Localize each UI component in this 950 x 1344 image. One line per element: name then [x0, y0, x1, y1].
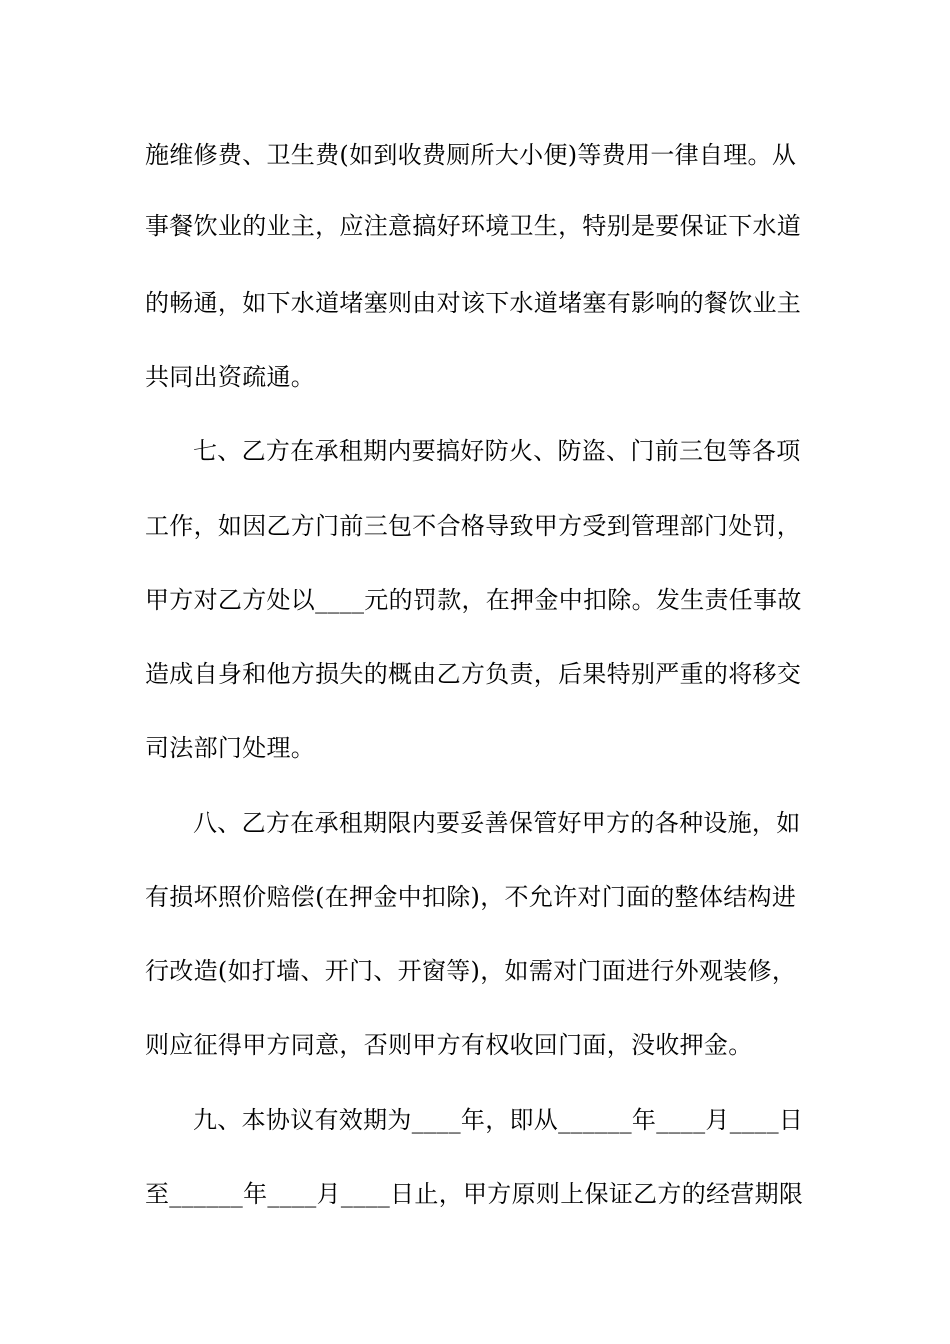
- paragraph-line: 司法部门处理。: [145, 734, 316, 762]
- paragraph-line: 造成自身和他方损失的概由乙方负责，后果特别严重的将移交: [145, 660, 802, 688]
- paragraph-line: 至______年____月____日止，甲方原则上保证乙方的经营期限: [145, 1180, 804, 1208]
- paragraph-line: 共同出资疏通。: [145, 363, 316, 391]
- paragraph-line: 事餐饮业的业主，应注意搞好环境卫生，特别是要保证下水道: [145, 212, 802, 240]
- paragraph-line: 工作，如因乙方门前三包不合格导致甲方受到管理部门处罚，: [145, 512, 802, 540]
- paragraph-line: 甲方对乙方处以____元的罚款，在押金中扣除。发生责任事故: [145, 586, 802, 614]
- clause-seven-heading-line: 七、乙方在承租期内要搞好防火、防盗、门前三包等各项: [193, 437, 801, 465]
- paragraph-line: 的畅通，如下水道堵塞则由对该下水道堵塞有影响的餐饮业主: [145, 289, 802, 317]
- paragraph-line: 施维修费、卫生费(如到收费厕所大小便)等费用一律自理。从: [145, 141, 797, 169]
- paragraph-line: 有损坏照价赔偿(在押金中扣除)，不允许对门面的整体结构进: [145, 883, 797, 911]
- clause-eight-heading-line: 八、乙方在承租期限内要妥善保管好甲方的各种设施，如: [193, 809, 801, 837]
- clause-nine-heading-line: 九、本协议有效期为____年，即从______年____月____日: [193, 1106, 804, 1134]
- paragraph-line: 行改造(如打墙、开门、开窗等)，如需对门面进行外观装修，: [145, 957, 797, 985]
- paragraph-line: 则应征得甲方同意，否则甲方有权收回门面，没收押金。: [145, 1031, 753, 1059]
